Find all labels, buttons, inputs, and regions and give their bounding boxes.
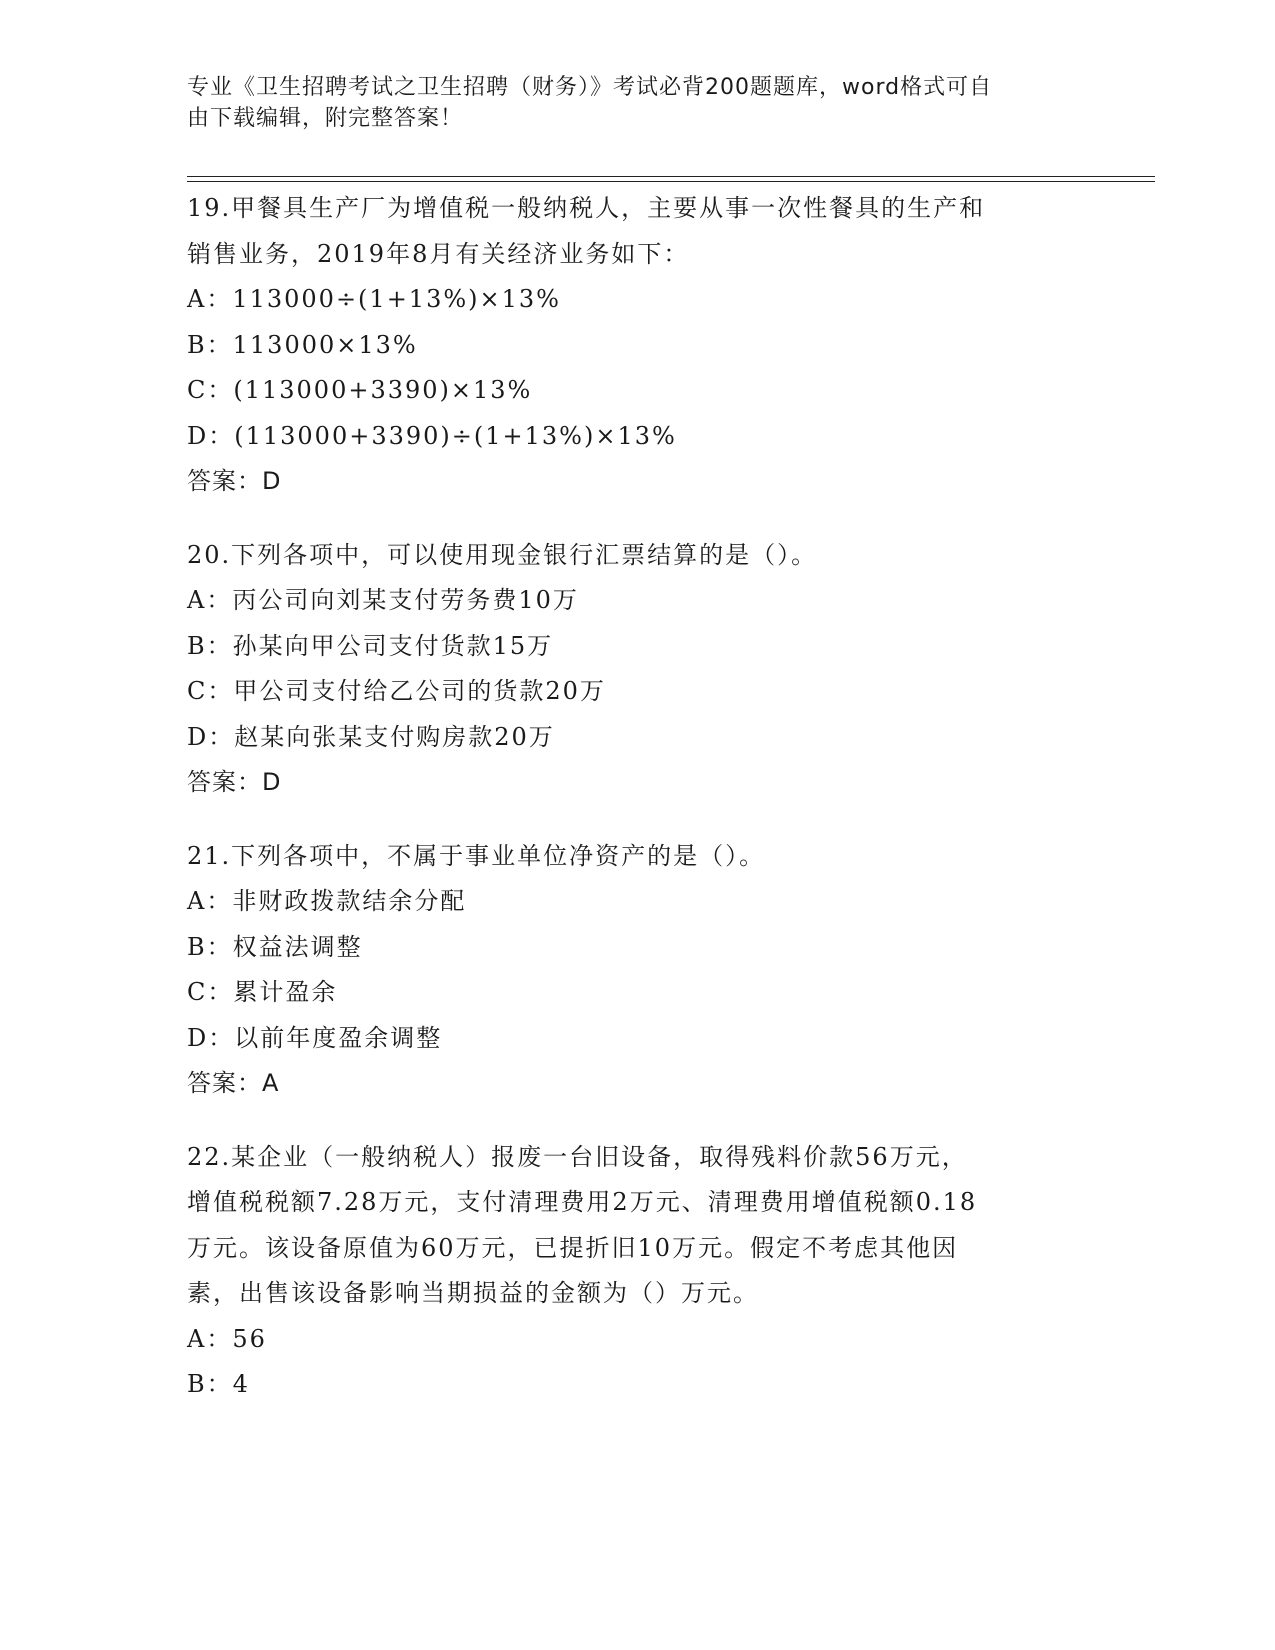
option-b: B：权益法调整 bbox=[187, 932, 363, 961]
header-line-1: 专业《卫生招聘考试之卫生招聘（财务）》考试必背200题题库，word格式可自 bbox=[187, 75, 993, 100]
question-22 bbox=[187, 1135, 1087, 1408]
header-divider-top bbox=[187, 176, 1155, 177]
question-stem: 增值税税额7.28万元，支付清理费用2万元、清理费用增值税额0.18 bbox=[187, 1188, 978, 1216]
option-c: C：累计盈余 bbox=[187, 978, 338, 1006]
question-stem: 21.下列各项中，不属于事业单位净资产的是（）。 bbox=[187, 841, 766, 870]
question-stem: 素，出售该设备影响当期损益的金额为（）万元。 bbox=[187, 1279, 759, 1307]
question-19 bbox=[187, 186, 1087, 505]
question-list bbox=[187, 186, 1087, 1436]
document-header bbox=[187, 72, 1087, 134]
question-stem: 20.下列各项中，可以使用现金银行汇票结算的是（）。 bbox=[187, 540, 818, 569]
option-a: A：丙公司向刘某支付劳务费10万 bbox=[187, 586, 579, 614]
question-stem: 万元。该设备原值为60万元，已提折旧10万元。假定不考虑其他因 bbox=[187, 1233, 959, 1262]
option-a: A：56 bbox=[187, 1324, 267, 1353]
question-stem: 销售业务，2019年8月有关经济业务如下： bbox=[187, 239, 690, 268]
question-20 bbox=[187, 533, 1087, 806]
answer-label: 答案：A bbox=[187, 1069, 280, 1097]
header-line-2: 由下载编辑，附完整答案！ bbox=[187, 106, 464, 131]
question-stem: 19.甲餐具生产厂为增值税一般纳税人，主要从事一次性餐具的生产和 bbox=[187, 194, 986, 222]
option-c: C：(113000+3390)×13% bbox=[187, 376, 533, 404]
answer-label: 答案：D bbox=[187, 768, 282, 796]
question-21 bbox=[187, 834, 1087, 1107]
option-c: C：甲公司支付给乙公司的货款20万 bbox=[187, 677, 606, 705]
option-d: D：(113000+3390)÷(1+13%)×13% bbox=[187, 421, 677, 450]
option-d: D：赵某向张某支付购房款20万 bbox=[187, 722, 555, 751]
answer-label: 答案：D bbox=[187, 467, 282, 495]
option-b: B：4 bbox=[187, 1370, 250, 1398]
option-d: D：以前年度盈余调整 bbox=[187, 1023, 443, 1052]
option-a: A：113000÷(1+13%)×13% bbox=[187, 285, 561, 313]
question-stem: 22.某企业（一般纳税人）报废一台旧设备，取得残料价款56万元， bbox=[187, 1142, 968, 1171]
option-b: B：113000×13% bbox=[187, 330, 418, 359]
header-divider-bottom bbox=[187, 181, 1155, 182]
option-b: B：孙某向甲公司支付货款15万 bbox=[187, 631, 554, 660]
option-a: A：非财政拨款结余分配 bbox=[187, 887, 467, 915]
